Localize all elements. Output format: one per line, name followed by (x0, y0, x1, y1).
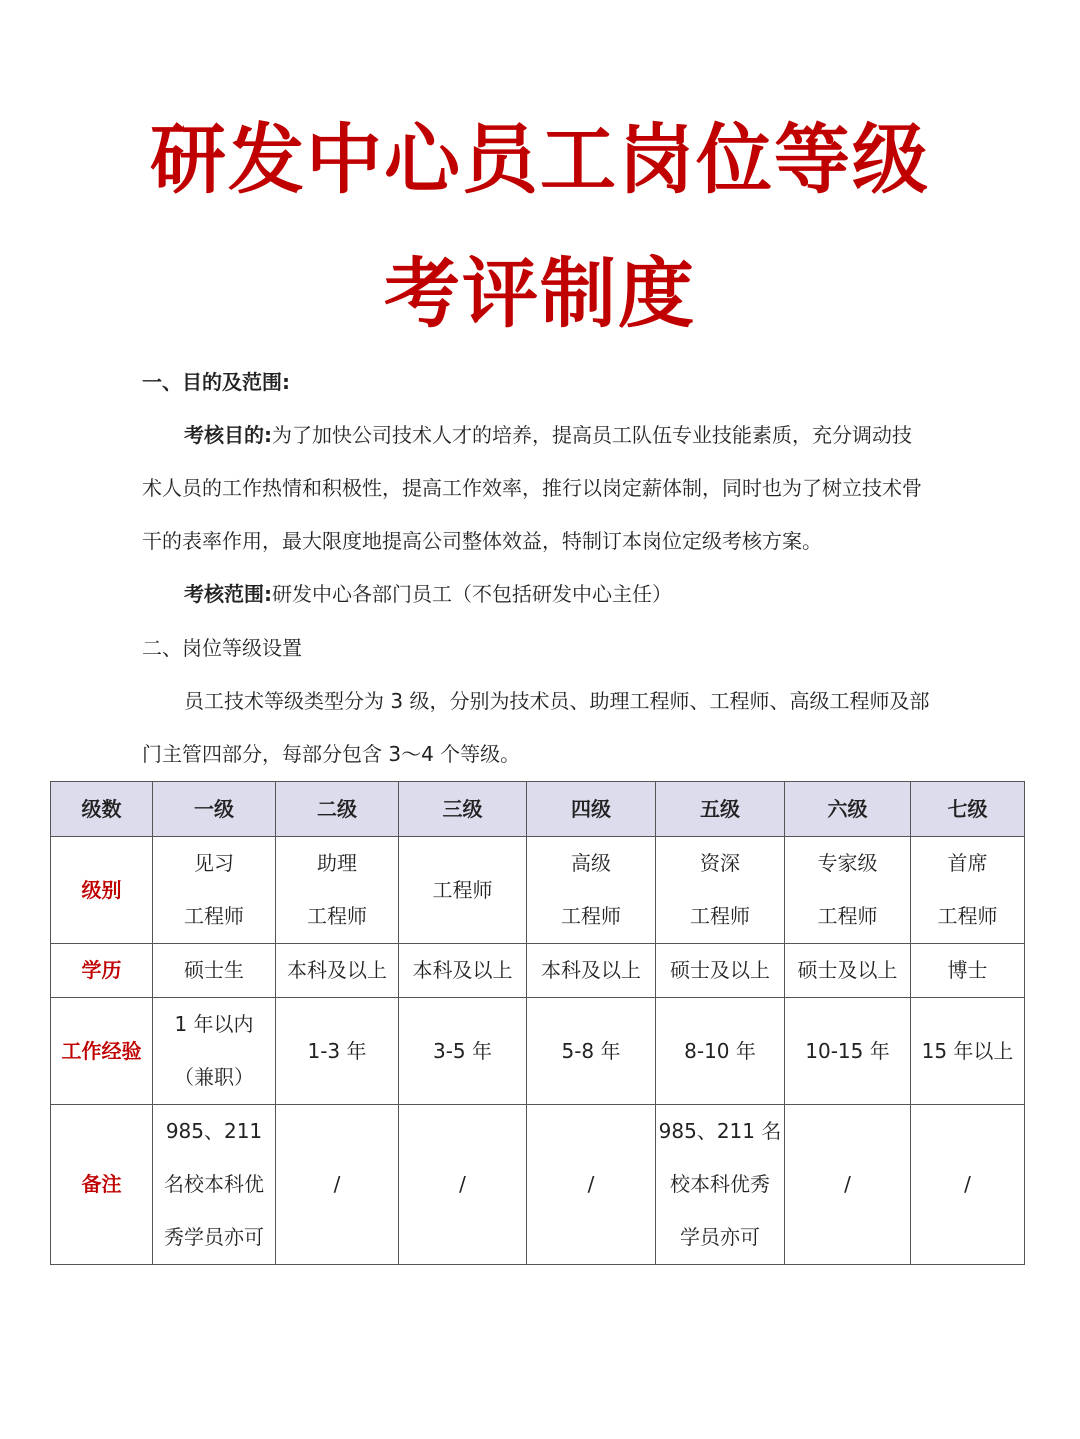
cell-text: 高级 (571, 851, 611, 875)
cell-text: / (587, 1172, 595, 1196)
table-header-cell: 二级 (276, 782, 399, 837)
cell-text: 8-10 年 (684, 1038, 756, 1063)
cell-text: 1-3 年 (307, 1038, 367, 1063)
cell-text: 3-5 年 (432, 1038, 493, 1063)
cell-text: 工程师 (937, 904, 998, 928)
section2-heading: 二、岗位等级设置 (142, 636, 302, 660)
row-label: 备注 (51, 1105, 153, 1265)
scope-paragraph (184, 584, 994, 604)
cell-text: （兼职） (174, 1065, 254, 1089)
table-cell (276, 998, 399, 1105)
table-row row-remarks (51, 1105, 1025, 1265)
table-header-row (51, 782, 1025, 837)
cell-text: / (844, 1172, 851, 1196)
purpose-label: 考核目的: (184, 423, 272, 447)
table-cell (911, 1105, 1025, 1265)
table-header-cell: 级数 (51, 782, 153, 837)
cell-text: 1 年以内 (174, 1012, 254, 1036)
table-cell (656, 998, 785, 1105)
table-cell (656, 944, 785, 998)
table-cell (785, 944, 911, 998)
table-cell (399, 837, 527, 944)
purpose-paragraph-line2: 术人员的工作热情和积极性，提高工作效率，推行以岗定薪体制，同时也为了树立技术骨 (142, 476, 922, 500)
cell-text: 985、211 (165, 1119, 263, 1143)
table-cell (785, 998, 911, 1105)
cell-text: 校本科优秀 (670, 1172, 770, 1196)
table-header-cell: 七级 (911, 782, 1025, 837)
table-cell (785, 1105, 911, 1265)
cell-text: 本科及以上 (541, 958, 641, 982)
table-cell (911, 837, 1025, 944)
table-header-cell: 一级 (153, 782, 276, 837)
table-cell (153, 998, 276, 1105)
cell-text: 工程师 (432, 877, 493, 902)
cell-text: 博士 (947, 958, 988, 982)
scope-label: 考核范围: (184, 582, 272, 606)
cell-text: / (333, 1172, 341, 1196)
table-cell (153, 837, 276, 944)
table-cell (527, 837, 656, 944)
cell-text: 10-15 年 (805, 1038, 890, 1063)
cell-text: 工程师 (307, 904, 367, 928)
table-cell (153, 1105, 276, 1265)
row-label: 级别 (51, 837, 153, 944)
scope-text: 研发中心各部门员工（不包括研发中心主任） (272, 582, 672, 606)
cell-text: 5-8 年 (561, 1038, 621, 1063)
table-cell (527, 998, 656, 1105)
cell-text: 硕士及以上 (797, 958, 898, 982)
purpose-text: 为了加快公司技术人才的培养，提高员工队伍专业技能素质，充分调动技 (272, 423, 912, 447)
table-header-cell: 四级 (527, 782, 656, 837)
table-cell (276, 837, 399, 944)
table-header-cell: 六级 (785, 782, 911, 837)
purpose-paragraph-line3: 干的表率作用，最大限度地提高公司整体效益，特制订本岗位定级考核方案。 (142, 529, 822, 553)
cell-text: 见习 (194, 851, 234, 875)
purpose-paragraph-line1 (184, 425, 994, 445)
table-cell (276, 944, 399, 998)
cell-text: 首席 (947, 851, 988, 875)
section2-desc-line1: 员工技术等级类型分为 3 级，分别为技术员、助理工程师、工程师、高级工程师及部 (184, 689, 930, 713)
cell-text: 硕士及以上 (670, 958, 770, 982)
row-label: 学历 (51, 944, 153, 998)
section2-desc-line2: 门主管四部分，每部分包含 3～4 个等级。 (142, 742, 521, 766)
page-title-line1: 研发中心员工岗位等级 (150, 115, 930, 204)
table-cell (656, 837, 785, 944)
cell-text: 工程师 (690, 904, 750, 928)
cell-text: 15 年以上 (921, 1038, 1014, 1063)
table-cell (153, 944, 276, 998)
cell-text: 本科及以上 (287, 958, 387, 982)
grade-table (50, 781, 1025, 1265)
table-cell (527, 1105, 656, 1265)
cell-text: / (459, 1172, 466, 1196)
table-cell (399, 944, 527, 998)
table-row row-experience (51, 998, 1025, 1105)
table-cell (276, 1105, 399, 1265)
table-cell (656, 1105, 785, 1265)
row-label: 工作经验 (51, 998, 153, 1105)
page-title-line2: 考评制度 (384, 249, 696, 338)
cell-text: 学员亦可 (680, 1225, 760, 1249)
cell-text: 资深 (700, 851, 740, 875)
table-cell (785, 837, 911, 944)
table-row row-level (51, 837, 1025, 944)
cell-text: 工程师 (184, 904, 244, 928)
cell-text: 助理 (317, 851, 357, 875)
table-cell (399, 998, 527, 1105)
table-header-cell: 五级 (656, 782, 785, 837)
table-cell (911, 998, 1025, 1105)
cell-text: 工程师 (561, 904, 621, 928)
table-header-cell: 三级 (399, 782, 527, 837)
cell-text: 名校本科优 (164, 1172, 264, 1196)
table-cell (399, 1105, 527, 1265)
table-cell (911, 944, 1025, 998)
cell-text: 秀学员亦可 (164, 1225, 264, 1249)
table-cell (527, 944, 656, 998)
table-row row-education (51, 944, 1025, 998)
cell-text: 工程师 (817, 904, 878, 928)
cell-text: 本科及以上 (412, 958, 513, 982)
cell-text: 985、211 名 (658, 1119, 782, 1143)
section1-heading: 一、目的及范围: (142, 370, 290, 394)
cell-text: / (964, 1172, 971, 1196)
cell-text: 硕士生 (184, 958, 244, 982)
cell-text: 专家级 (817, 851, 878, 875)
